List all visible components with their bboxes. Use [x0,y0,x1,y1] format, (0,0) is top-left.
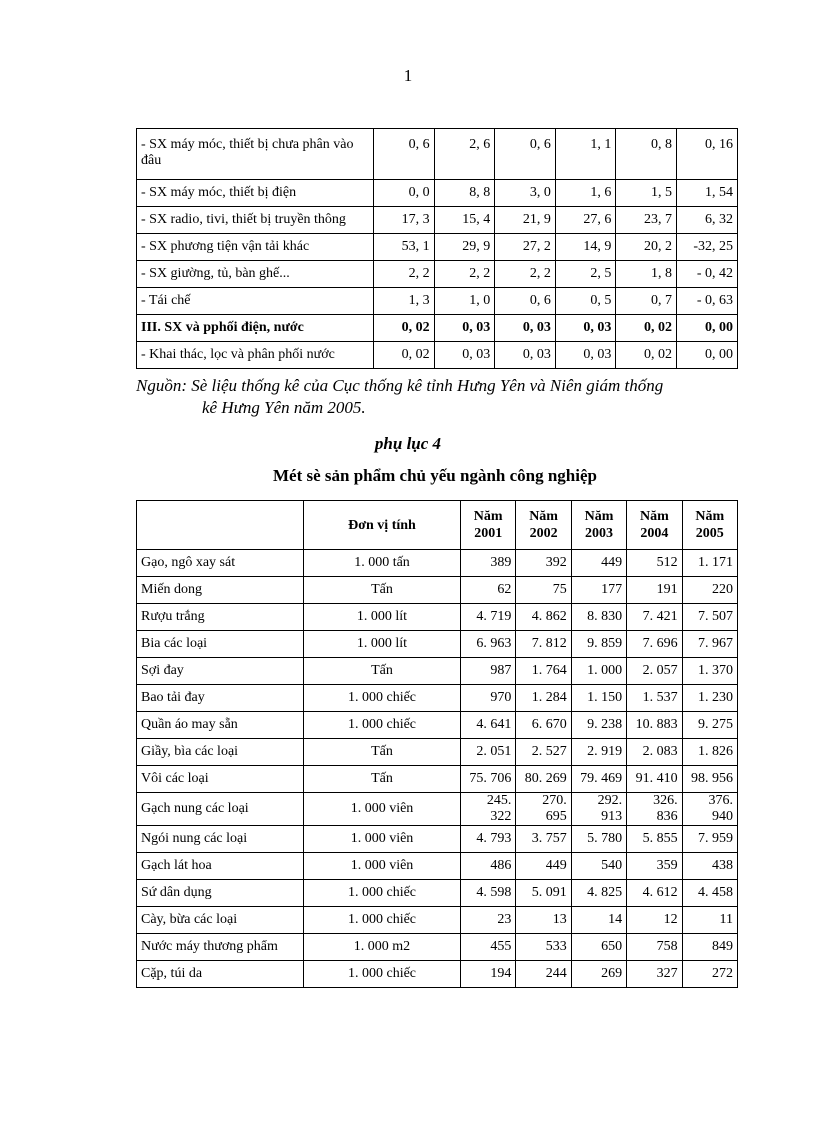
table-cell: 0, 02 [374,315,435,342]
industry-growth-table [136,128,738,369]
table-cell: 0, 02 [616,342,677,369]
table-cell: 6. 963 [461,631,516,658]
column-header: Năm 2005 [682,501,737,550]
table-cell: 220 [682,577,737,604]
table-cell: 1. 171 [682,550,737,577]
product-name: Miến dong [137,577,304,604]
table-cell: 1. 764 [516,658,571,685]
table-cell: 4. 641 [461,712,516,739]
table-cell: 10. 883 [627,712,682,739]
table-row [137,826,738,853]
table-cell: 7. 696 [627,631,682,658]
row-label: - SX máy móc, thiết bị chưa phân vào đâu [137,129,374,180]
table-row [137,685,738,712]
table-cell: 1. 537 [627,685,682,712]
table-cell: 194 [461,961,516,988]
source-line-1: Nguồn: Sè liệu thống kê của Cục thống kê tỉnh Hưng Yên và Niên giám thống [136,376,664,395]
table-cell: 12 [627,907,682,934]
product-name: Quần áo may sẵn [137,712,304,739]
table-cell: 6. 670 [516,712,571,739]
column-header: Năm 2002 [516,501,571,550]
table-cell: 2, 2 [434,261,495,288]
table-cell: 849 [682,934,737,961]
table-cell: 758 [627,934,682,961]
table-cell: 1, 1 [555,129,616,180]
table-cell: 191 [627,577,682,604]
table-cell: 486 [461,853,516,880]
table-cell: 269 [571,961,626,988]
product-name: Giầy, bìa các loại [137,739,304,766]
table-cell: - 0, 42 [677,261,738,288]
table-cell: 376. 940 [682,793,737,826]
table-cell: 11 [682,907,737,934]
row-label: - SX máy móc, thiết bị điện [137,180,374,207]
product-unit: Tấn [304,739,461,766]
table-row [137,793,738,826]
table-cell: 4. 458 [682,880,737,907]
table-cell: 4. 793 [461,826,516,853]
table-row [137,288,738,315]
table-cell: 1, 54 [677,180,738,207]
table-cell: 27, 6 [555,207,616,234]
table-cell: 0, 03 [555,315,616,342]
product-unit: 1. 000 chiếc [304,712,461,739]
table-cell: 970 [461,685,516,712]
table-cell: 3. 757 [516,826,571,853]
table-cell: 512 [627,550,682,577]
product-name: Bia các loại [137,631,304,658]
product-name: Bao tải đay [137,685,304,712]
table-cell: 2, 5 [555,261,616,288]
table-cell: 0, 03 [434,315,495,342]
product-unit: 1. 000 chiếc [304,880,461,907]
page-number: 1 [403,66,413,85]
table-cell: 53, 1 [374,234,435,261]
table-cell: 14, 9 [555,234,616,261]
table-cell: 15, 4 [434,207,495,234]
table-cell: 0, 7 [616,288,677,315]
product-name: Gạch lát hoa [137,853,304,880]
table-cell: 21, 9 [495,207,556,234]
table-cell: 1, 6 [555,180,616,207]
table-cell: 7. 507 [682,604,737,631]
source-note [136,375,746,419]
table-cell: 4. 719 [461,604,516,631]
table-row [137,961,738,988]
table-cell: 0, 03 [495,315,556,342]
table-cell: 0, 0 [374,180,435,207]
table-cell: 0, 00 [677,315,738,342]
product-name: Vôi các loại [137,766,304,793]
table-cell: 8. 830 [571,604,626,631]
table-cell: 270. 695 [516,793,571,826]
table-row [137,712,738,739]
table-cell: 2. 919 [571,739,626,766]
table-cell: 987 [461,658,516,685]
table-cell: 75 [516,577,571,604]
table-row [137,180,738,207]
table-cell: 6, 32 [677,207,738,234]
appendix-title: phụ lục 4 [374,434,442,453]
table-cell: 23 [461,907,516,934]
table-row [137,234,738,261]
table-cell: 4. 862 [516,604,571,631]
table-cell: 0, 02 [374,342,435,369]
table-cell: 389 [461,550,516,577]
table-cell: 327 [627,961,682,988]
table-cell: 650 [571,934,626,961]
row-label: - Khai thác, lọc và phân phối nước [137,342,374,369]
table-row [137,315,738,342]
product-unit: 1. 000 m2 [304,934,461,961]
product-name: Sợi đay [137,658,304,685]
source-line-2: kê Hưng Yên năm 2005. [202,398,366,417]
product-unit: 1. 000 lít [304,631,461,658]
row-label: - SX phương tiện vận tải khác [137,234,374,261]
table-title: Mét sè sản phẩm chủ yếu ngành công nghiệp [272,466,597,485]
table-cell: 1, 8 [616,261,677,288]
product-unit: 1. 000 chiếc [304,961,461,988]
row-label: - SX radio, tivi, thiết bị truyền thông [137,207,374,234]
product-unit: 1. 000 tấn [304,550,461,577]
table-cell: 540 [571,853,626,880]
table-row [137,129,738,180]
table-cell: 9. 859 [571,631,626,658]
table-cell: 359 [627,853,682,880]
table-cell: 4. 612 [627,880,682,907]
table-cell: 29, 9 [434,234,495,261]
table-cell: 8, 8 [434,180,495,207]
table-cell: 0, 5 [555,288,616,315]
table-cell: 7. 421 [627,604,682,631]
table-cell: 98. 956 [682,766,737,793]
table-cell: 245. 322 [461,793,516,826]
product-unit: Tấn [304,658,461,685]
table-cell: 2, 6 [434,129,495,180]
table-cell: 5. 091 [516,880,571,907]
product-name: Cày, bừa các loại [137,907,304,934]
product-unit: 1. 000 lít [304,604,461,631]
product-unit: 1. 000 viên [304,853,461,880]
column-header [137,501,304,550]
table-cell: 1, 3 [374,288,435,315]
table-cell: 0, 00 [677,342,738,369]
table-cell: 455 [461,934,516,961]
table-cell: 62 [461,577,516,604]
table-cell: 4. 598 [461,880,516,907]
table-cell: 2. 083 [627,739,682,766]
table-cell: 1, 0 [434,288,495,315]
table-cell: 533 [516,934,571,961]
table-row [137,207,738,234]
column-header: Năm 2001 [461,501,516,550]
table-cell: 91. 410 [627,766,682,793]
table-row [137,766,738,793]
column-header: Đơn vị tính [304,501,461,550]
table-cell: 1. 284 [516,685,571,712]
product-name: Gạo, ngô xay sát [137,550,304,577]
table-row [137,739,738,766]
table-cell: 0, 6 [374,129,435,180]
row-label: III. SX và pphối điện, nước [137,315,374,342]
table-row [137,631,738,658]
table-cell: 13 [516,907,571,934]
table-cell: 7. 967 [682,631,737,658]
product-unit: 1. 000 chiếc [304,907,461,934]
table-cell: 75. 706 [461,766,516,793]
table-cell: 2, 2 [374,261,435,288]
product-unit: Tấn [304,766,461,793]
product-unit: 1. 000 viên [304,793,461,826]
table-cell: 0, 8 [616,129,677,180]
table-cell: 1. 826 [682,739,737,766]
table-cell: 1. 150 [571,685,626,712]
main-products-table [136,500,738,988]
table-cell: 449 [571,550,626,577]
table-cell: 7. 812 [516,631,571,658]
table-row [137,880,738,907]
table-cell: 17, 3 [374,207,435,234]
table-cell: 0, 03 [495,342,556,369]
table-row [137,853,738,880]
table-cell: 449 [516,853,571,880]
product-name: Rượu trắng [137,604,304,631]
column-header: Năm 2004 [627,501,682,550]
table-cell: 2. 057 [627,658,682,685]
table-cell: 392 [516,550,571,577]
table-cell: 5. 780 [571,826,626,853]
table-cell: 9. 275 [682,712,737,739]
table-cell: 14 [571,907,626,934]
column-header: Năm 2003 [571,501,626,550]
row-label: - SX giường, tủ, bàn ghế... [137,261,374,288]
table-cell: 0, 03 [555,342,616,369]
table-row [137,604,738,631]
table-cell: 326. 836 [627,793,682,826]
table-cell: 27, 2 [495,234,556,261]
table-row [137,577,738,604]
table-cell: 292. 913 [571,793,626,826]
table-row [137,261,738,288]
table-cell: 7. 959 [682,826,737,853]
table-cell: 20, 2 [616,234,677,261]
table-row [137,550,738,577]
table-row [137,907,738,934]
table-cell: 80. 269 [516,766,571,793]
table-cell: 272 [682,961,737,988]
table-cell: 79. 469 [571,766,626,793]
product-name: Cặp, túi da [137,961,304,988]
table-cell: 438 [682,853,737,880]
table-cell: 3, 0 [495,180,556,207]
table-cell: 2, 2 [495,261,556,288]
table-row [137,658,738,685]
table-cell: 5. 855 [627,826,682,853]
table-cell: 177 [571,577,626,604]
table-cell: - 0, 63 [677,288,738,315]
table-cell: 0, 16 [677,129,738,180]
product-name: Nước máy thương phẩm [137,934,304,961]
product-unit: Tấn [304,577,461,604]
product-unit: 1. 000 chiếc [304,685,461,712]
table-row [137,934,738,961]
table-cell: 2. 527 [516,739,571,766]
table-cell: 0, 6 [495,129,556,180]
table-row [137,342,738,369]
table-cell: 9. 238 [571,712,626,739]
table-cell: 0, 02 [616,315,677,342]
table-cell: 0, 6 [495,288,556,315]
table-cell: 244 [516,961,571,988]
table-cell: 1, 5 [616,180,677,207]
table-cell: -32, 25 [677,234,738,261]
row-label: - Tái chế [137,288,374,315]
table-header-row [137,501,738,550]
product-name: Sứ dân dụng [137,880,304,907]
product-name: Gạch nung các loại [137,793,304,826]
product-unit: 1. 000 viên [304,826,461,853]
table-cell: 2. 051 [461,739,516,766]
product-name: Ngói nung các loại [137,826,304,853]
table-cell: 1. 000 [571,658,626,685]
table-cell: 0, 03 [434,342,495,369]
table-cell: 1. 370 [682,658,737,685]
table-cell: 23, 7 [616,207,677,234]
table-cell: 4. 825 [571,880,626,907]
table-cell: 1. 230 [682,685,737,712]
